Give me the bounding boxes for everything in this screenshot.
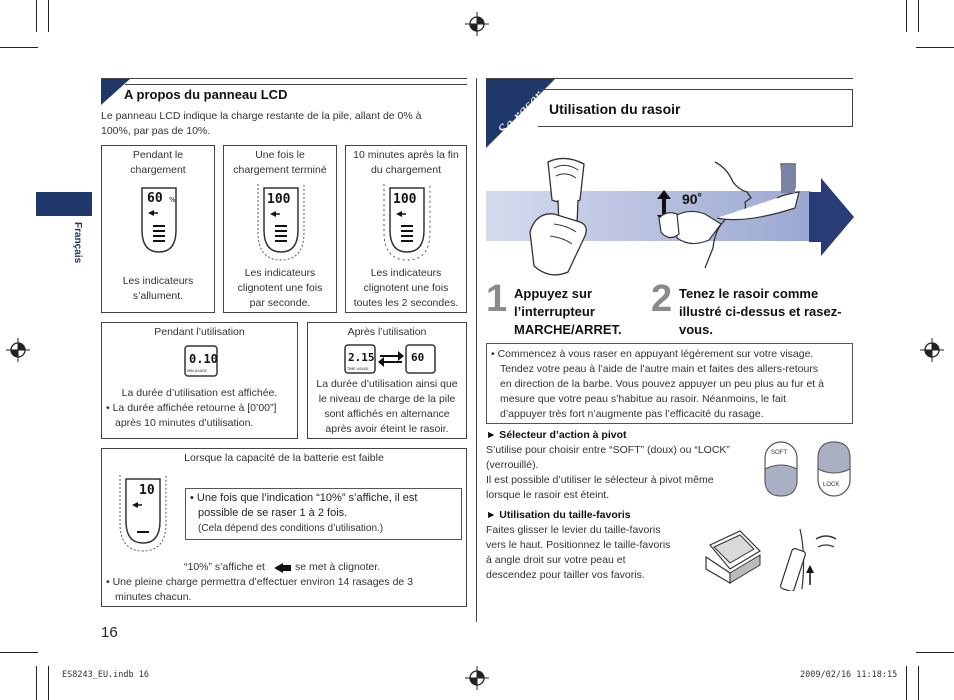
step-2-text: Tenez le rasoir comme [679, 286, 819, 301]
box-caption: Les indicateurs [244, 267, 316, 279]
shaving-tips-box [486, 343, 853, 424]
trimmer-text: vers le haut. Positionnez le taille-favoris [486, 539, 671, 551]
angle-label: 90˚ [682, 191, 703, 207]
lcd-display-icon [139, 186, 179, 256]
box-caption: clignotent une fois [363, 282, 449, 294]
svg-text:MIN.USAGE: MIN.USAGE [187, 369, 207, 373]
step-2-text: vous. [679, 322, 713, 337]
box-title: chargement [130, 164, 186, 176]
step-1-text: MARCHE/ARRET. [514, 322, 622, 337]
lcd-intro-line-1: Le panneau LCD indique la charge restante de la pile, allant de 0% à [101, 110, 422, 122]
box-caption: Les indicateurs [122, 275, 194, 287]
step-2-text: illustré ci-dessus et rasez- [679, 304, 842, 319]
blink-text: “10%” s’affiche et [184, 561, 265, 573]
footer-file-info: ES8243_EU.indb 16 [62, 670, 149, 680]
crop-mark [916, 47, 954, 48]
box-title: Lorsque la capacité de la batterie est faible [184, 452, 384, 464]
box-caption: toutes les 2 secondes. [353, 297, 459, 309]
box-caption: par seconde. [249, 297, 311, 309]
trimmer-text: descendez pour tailler vos favoris. [486, 569, 645, 581]
page-number: 16 [101, 624, 118, 641]
column-divider [476, 78, 477, 622]
lcd-digits: 100 [393, 192, 417, 207]
pivot-text: Il est possible d’utiliser le sélecteur à pivot même [486, 474, 714, 486]
crop-mark [36, 0, 37, 32]
crop-mark [48, 666, 49, 700]
svg-text:%: % [169, 196, 176, 204]
step-1-number: 1 [486, 278, 508, 320]
crop-mark [918, 666, 919, 700]
box-caption: sont affichés en alternance [324, 408, 450, 420]
blink-text: se met à clignoter. [295, 561, 381, 573]
lcd-digits: 0.10 [189, 352, 218, 366]
note-line: possible de se raser 1 à 2 fois. [198, 507, 348, 519]
box-bullet: • La durée affichée retourne à [0’00”] [106, 402, 277, 414]
svg-text:TIME USAGE: TIME USAGE [347, 367, 369, 371]
lcd-display-icon [381, 182, 433, 262]
hand-box [781, 165, 795, 193]
box-bullet: • Une pleine charge permettra d’effectuer environ 14 rasages de 3 [106, 576, 414, 588]
lcd-digits: 100 [267, 192, 291, 207]
registration-target-icon [6, 338, 30, 362]
crop-mark [906, 0, 907, 32]
note-line: (Cela dépend des conditions d’utilisation.) [198, 523, 384, 534]
crop-mark [48, 0, 49, 32]
step-1-text: l’interrupteur [514, 304, 595, 319]
section-header-rule [101, 78, 467, 79]
box-caption: clignotent une fois [237, 282, 323, 294]
footer-timestamp: 2009/02/16 11:18:15 [800, 670, 898, 680]
lcd-section-title: A propos du panneau LCD [124, 87, 288, 102]
lcd-box-charging [101, 145, 215, 313]
crop-mark [916, 652, 954, 653]
trimmer-head-illustration [700, 525, 764, 585]
box-bullet: après 10 minutes d’utilisation. [115, 417, 254, 429]
plug-icon [274, 562, 294, 574]
corner-label: Se raser [494, 86, 548, 140]
crop-mark [0, 652, 38, 653]
trimmer-text: Faites glisser le levier du taille-favoris [486, 524, 661, 536]
lcd-display-icon [117, 473, 169, 553]
box-caption: après avoir éteint le rasoir. [325, 423, 449, 435]
registration-target-icon [465, 666, 489, 690]
tip-line: • Commencez à vous raser en appuyant légèrement sur votre visage. [491, 348, 814, 360]
pivot-text: lorsque le rasoir est éteint. [486, 489, 610, 501]
crop-mark [36, 666, 37, 700]
crop-mark [906, 666, 907, 700]
box-title: chargement terminé [233, 164, 327, 176]
registration-target-icon [920, 338, 944, 362]
crop-mark [918, 0, 919, 32]
soft-label: SOFT [771, 450, 787, 456]
box-caption: s’allument. [132, 290, 184, 302]
box-caption: le niveau de charge de la pile [318, 393, 456, 405]
lcd-box-charge-complete [223, 145, 337, 313]
lcd-display-icon [255, 182, 307, 262]
tip-line: mesure que votre peau s’habitue au rasoir. Néanmoins, le fait [500, 393, 786, 405]
trimmer-heading: ► Utilisation du taille-favoris [486, 509, 631, 521]
crop-mark [0, 47, 38, 48]
box-title: Une fois le [255, 149, 305, 161]
razor-hand-illustration [520, 152, 610, 282]
tip-line: Tendez votre peau à l’aide de l’autre main et faites des allers-retours [500, 363, 819, 375]
tip-line: d’appuyer très fort n’augmente pas l’efficacité du rasage. [500, 408, 764, 420]
lcd-digits: 10 [139, 483, 155, 498]
box-title: Pendant le [132, 149, 184, 161]
box-title: Après l’utilisation [347, 326, 427, 338]
lcd-box-after-charge [345, 145, 467, 313]
lcd-intro-line-2: 100%, par pas de 10%. [101, 125, 211, 137]
pivot-text: S’utilise pour choisir entre “SOFT” (doux) ou “LOCK” [486, 444, 730, 456]
section-header-rule [125, 84, 467, 85]
language-tab [36, 192, 92, 216]
pivot-text: (verrouillé). [486, 459, 539, 471]
shaving-section-title: Utilisation du rasoir [549, 101, 681, 117]
lcd-display-icon [184, 345, 218, 377]
lcd-box-during-use [101, 322, 298, 439]
next-arrow-icon [809, 178, 854, 256]
box-title: 10 minutes après la fin [353, 149, 459, 161]
lcd-digits: 60 [411, 351, 425, 364]
trimmer-face-illustration [766, 525, 846, 591]
step-1-text: Appuyez sur [514, 286, 593, 301]
box-caption: La durée d’utilisation ainsi que [316, 378, 458, 390]
registration-target-icon [465, 12, 489, 36]
lock-label: LOCK [823, 482, 840, 488]
low-battery-note [185, 488, 462, 540]
box-title: Pendant l’utilisation [154, 326, 245, 338]
box-title: du chargement [370, 164, 442, 176]
lcd-alternating-icon [344, 344, 436, 374]
language-label: Français [72, 222, 83, 264]
note-line: • Une fois que l’indication “10%” s’affiche, il est [190, 492, 418, 504]
section-header-rule [486, 78, 853, 79]
tip-line: en direction de la barbe. Vous pouvez appuyer un peu plus au fur et à [500, 378, 824, 390]
trimmer-text: à angle droit sur votre peau et [486, 554, 626, 566]
lcd-digits: 2.15 [348, 351, 375, 364]
pivot-heading: ► Sélecteur d’action à pivot [486, 429, 627, 441]
alternate-arrows-icon [378, 351, 404, 367]
box-caption: La durée d’utilisation est affichée. [121, 387, 278, 399]
box-bullet: minutes chacun. [115, 591, 192, 603]
lcd-box-after-use [307, 322, 467, 439]
lcd-digits: 60 [147, 191, 163, 206]
lcd-box-low-battery [101, 448, 467, 607]
pivot-switch-lock-icon [817, 441, 851, 497]
step-2-number: 2 [651, 278, 673, 320]
box-caption: Les indicateurs [370, 267, 442, 279]
